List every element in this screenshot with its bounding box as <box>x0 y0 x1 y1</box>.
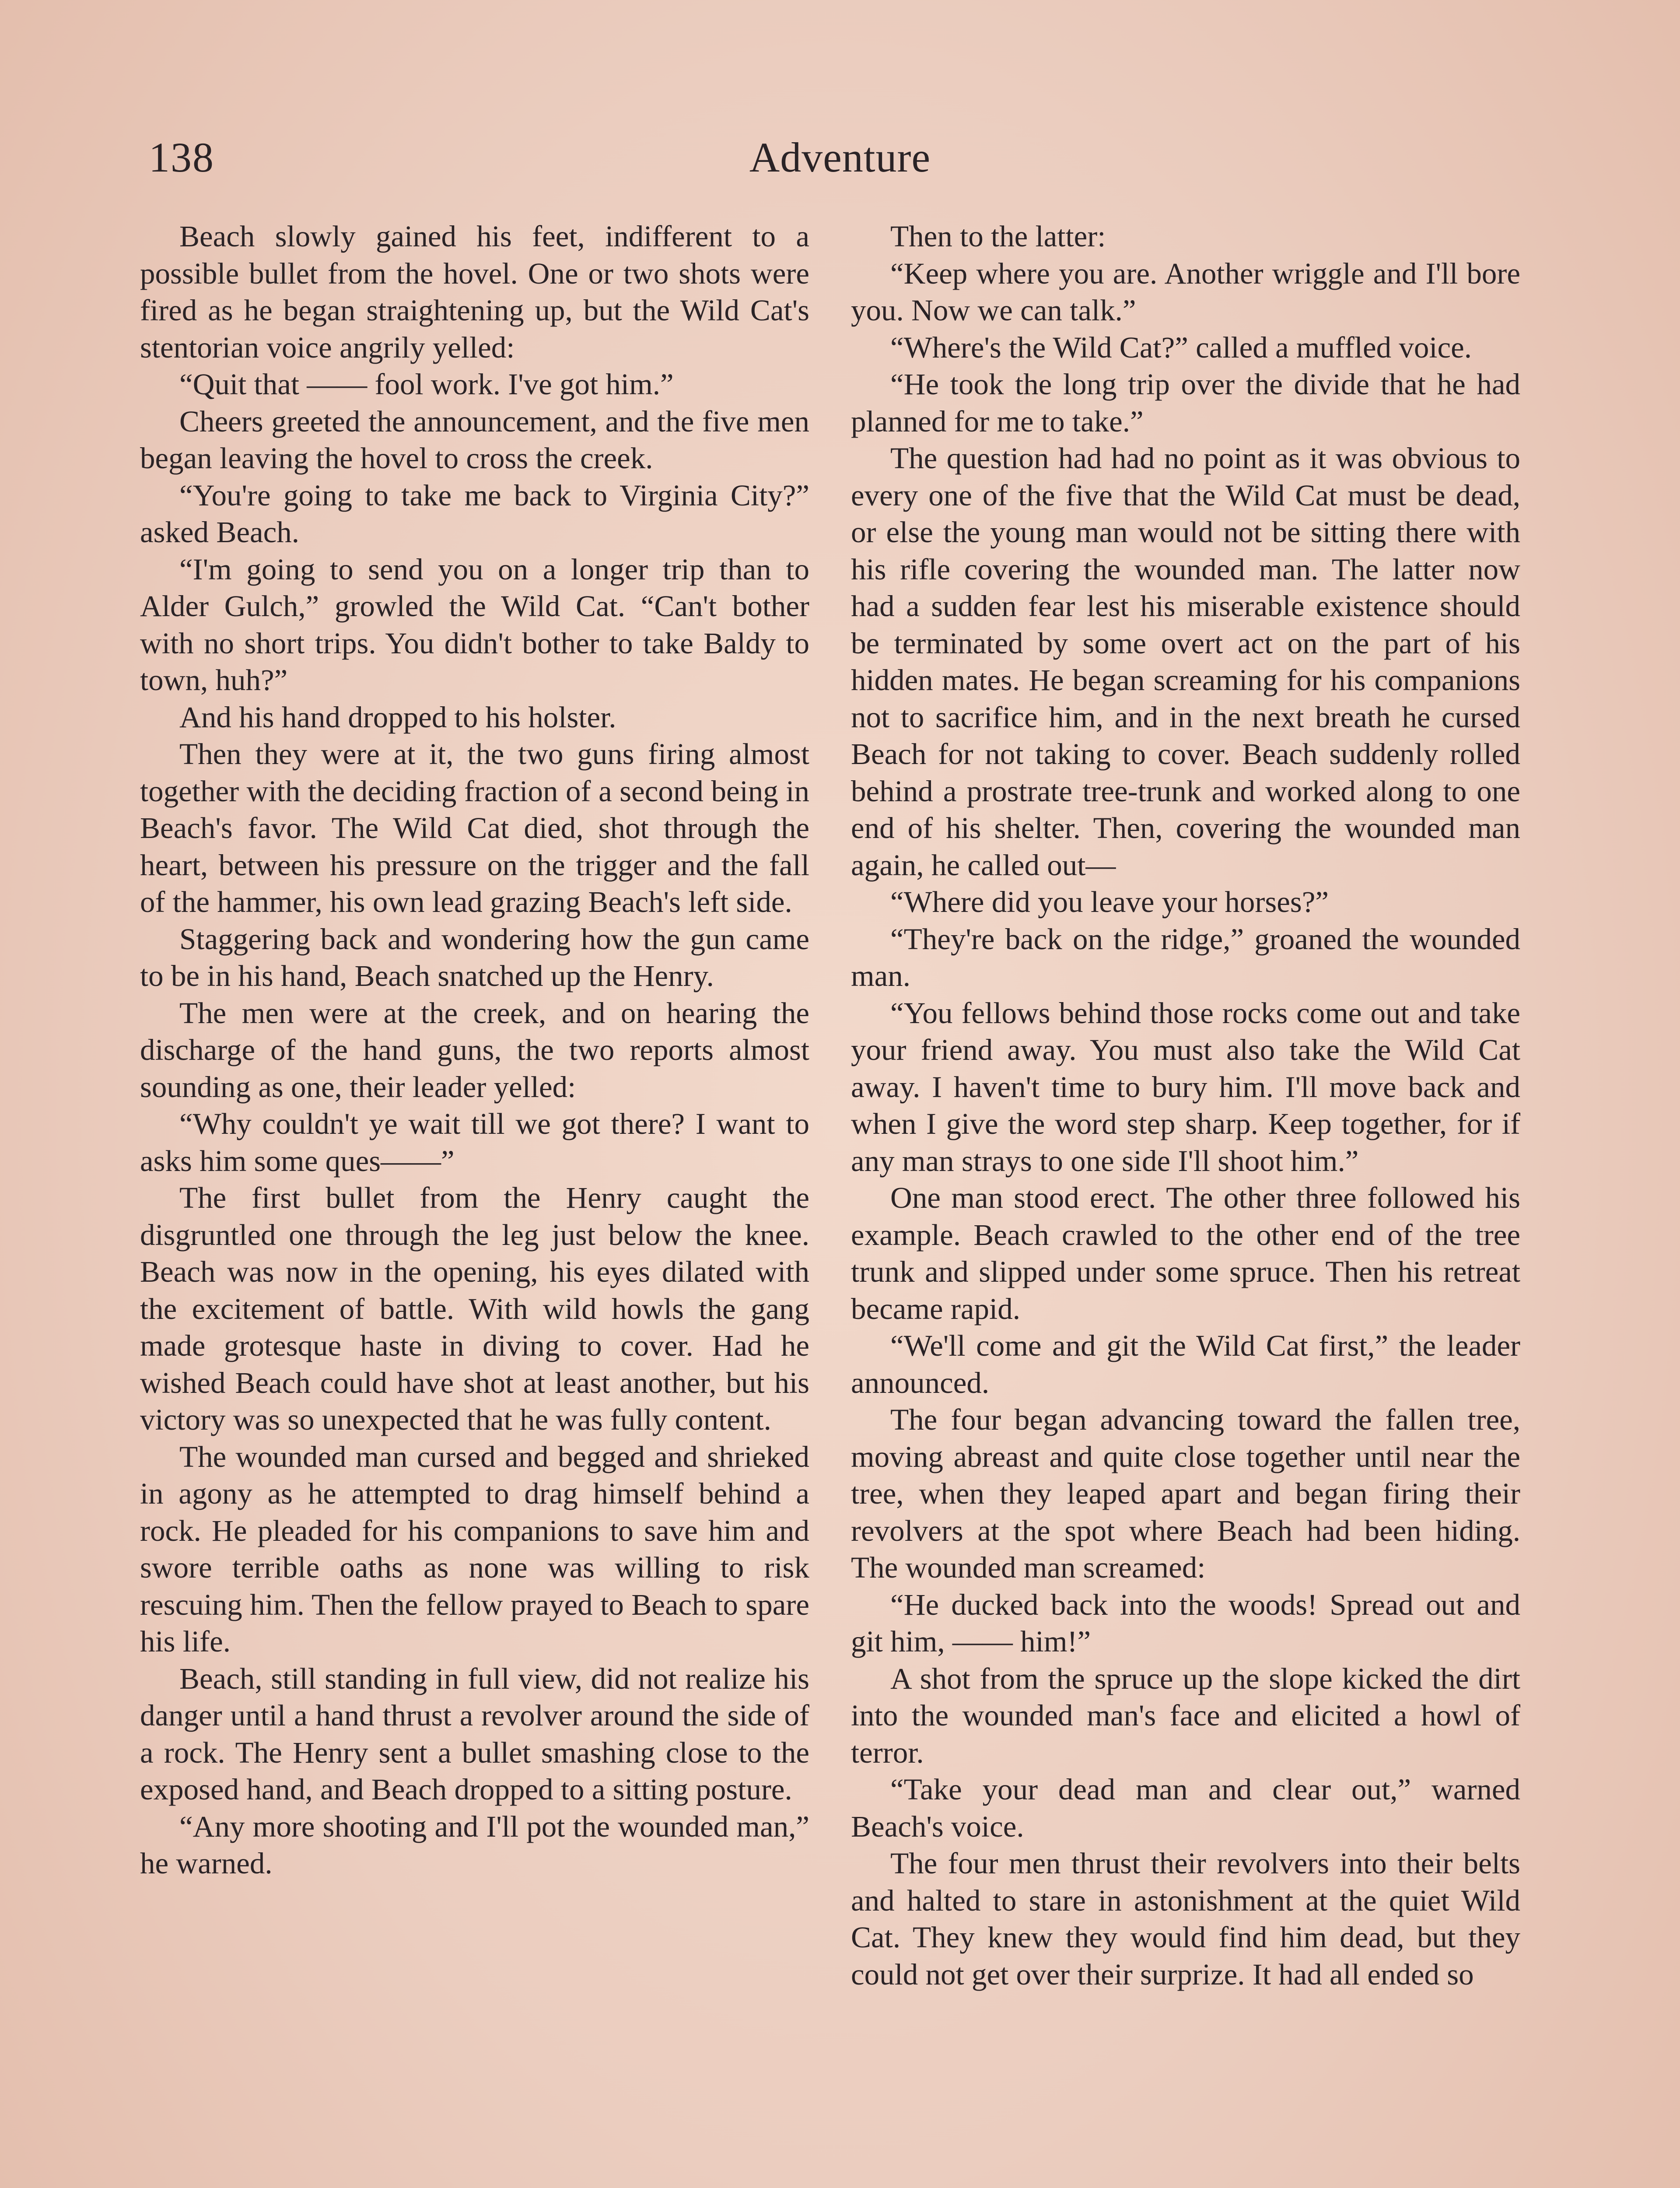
paragraph: Cheers greeted the announcement, and the five men began leaving the hovel to cross the creek. <box>140 404 809 475</box>
paragraph: And his hand dropped to his holster. <box>179 700 616 734</box>
paragraph: A shot from the spruce up the slope kicked the dirt into the wounded man's face and elicited a howl of terror. <box>851 1662 1520 1769</box>
page-header <box>149 131 1531 184</box>
paragraph: “They're back on the ridge,” groaned the wounded man. <box>851 922 1520 992</box>
paragraph: The first bullet from the Henry caught the disgruntled one through the leg just below the knee. Beach was now in the opening, his eyes dilated with the excitement of battle. With wild howls the gang made grotesque haste in diving to cover. Had he wished Beach could have shot at least another, but his victory was so unexpected that he was fully content. <box>140 1181 809 1436</box>
paragraph: The question had had no point as it was obvious to every one of the five that the Wild Cat must be dead, or else the young man would not be sitting there with his rifle covering the wounded man. The latter now had a sudden fear lest his miserable existence should be terminated by some overt act on the part of his hidden mates. He began screaming for his companions not to sacrifice him, and in the next breath he cursed Beach for not taking to cover. Beach suddenly rolled behind a prostrate tree-trunk and worked along to one end of his shelter. Then, covering the wounded man again, he called out— <box>851 442 1520 882</box>
paragraph: “You're going to take me back to Virginia City?” asked Beach. <box>140 478 809 549</box>
paragraph: “Keep where you are. Another wriggle and I'll bore you. Now we can talk.” <box>851 256 1520 327</box>
paragraph: The wounded man cursed and begged and shrieked in agony as he attempted to drag himself behind a rock. He pleaded for his companions to save him and swore terrible oaths as none was willing to risk rescuing him. Then the fellow prayed to Beach to spare his life. <box>140 1440 809 1658</box>
paragraph: The four began advancing toward the fallen tree, moving abreast and quite close together until near the tree, when they leaped apart and began firing their revolvers at the spot where Beach had been hiding. The wounded man screamed: <box>851 1403 1520 1584</box>
running-title: Adventure <box>749 134 931 181</box>
paragraph: Beach, still standing in full view, did not realize his danger until a hand thrust a revolver around the side of a rock. The Henry sent a bullet smashing close to the exposed hand, and Beach dropped to a sitting posture. <box>140 1662 809 1806</box>
right-column <box>851 218 1520 2188</box>
paragraph: The men were at the creek, and on hearing the discharge of the hand guns, the two reports almost sounding as one, their leader yelled: <box>140 996 809 1104</box>
paragraph: “Why couldn't ye wait till we got there? I want to asks him some ques——” <box>140 1107 809 1178</box>
paragraph: Staggering back and wondering how the gun came to be in his hand, Beach snatched up the Henry. <box>140 922 809 992</box>
paragraph: “Where did you leave your horses?” <box>890 885 1329 919</box>
paragraph: The four men thrust their revolvers into their belts and halted to stare in astonishment at the quiet Wild Cat. They knew they would find him dead, but they could not get over their surprize. It had all ended so <box>851 1847 1520 1991</box>
left-column <box>140 218 809 2188</box>
paragraph: “Quit that —— fool work. I've got him.” <box>179 368 674 401</box>
paragraph: “You fellows behind those rocks come out and take your friend away. You must also take the Wild Cat away. I haven't time to bury him. I'll move back and when I give the word step sharp. Keep together, for if any man strays to one side I'll shoot him.” <box>851 996 1520 1178</box>
paragraph: “He took the long trip over the divide that he had planned for me to take.” <box>851 368 1520 438</box>
paragraph: Then they were at it, the two guns firing almost together with the deciding fraction of a second being in Beach's favor. The Wild Cat died, shot through the heart, between his pressure on the trigger and the fall of the hammer, his own lead grazing Beach's left side. <box>140 737 809 919</box>
paragraph: “I'm going to send you on a longer trip than to Alder Gulch,” growled the Wild Cat. “Can't bother with no short trips. You didn't bother to take Baldy to town, huh?” <box>140 552 809 697</box>
page-number: 138 <box>149 134 214 181</box>
paragraph: Then to the latter: <box>890 220 1106 253</box>
paragraph: Beach slowly gained his feet, indifferent to a possible bullet from the hovel. One or two shots were fired as he began straightening up, but the Wild Cat's stentorian voice angrily yelled: <box>140 220 809 364</box>
paragraph: “Take your dead man and clear out,” warned Beach's voice. <box>851 1773 1520 1843</box>
paragraph: “Where's the Wild Cat?” called a muffled voice. <box>890 330 1472 364</box>
paragraph: “He ducked back into the woods! Spread out and git him, —— him!” <box>851 1588 1520 1658</box>
paragraph: One man stood erect. The other three followed his example. Beach crawled to the other end of the tree trunk and slipped under some spruce. Then his retreat became rapid. <box>851 1181 1520 1325</box>
paragraph: “We'll come and git the Wild Cat first,” the leader announced. <box>851 1329 1520 1399</box>
paragraph: “Any more shooting and I'll pot the wounded man,” he warned. <box>140 1809 809 1880</box>
